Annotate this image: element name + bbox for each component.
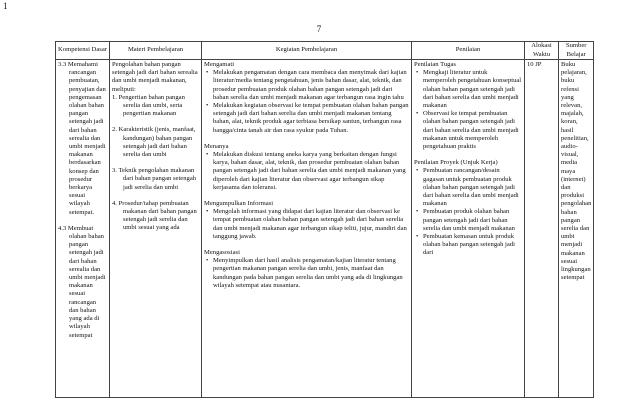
kd-4-3-number: 4.3: [58, 224, 67, 232]
materi-item: 3. Teknik pengolahan makanan dari bahan pangan setengah jadi serelia dan umbi: [112, 167, 197, 191]
page-corner-mark: 1: [3, 1, 8, 11]
kd-4-3-text: Membuat olahan bahan pangan setengah jadi dari bahan serealia dan umbi menjadi makanan sesuai rancangan dan bahan yang ada di wilayah setempat: [67, 224, 106, 339]
cell-alokasi-waktu: [525, 60, 559, 398]
cell-penilaian: [412, 60, 525, 398]
table-row: [56, 60, 594, 398]
header-kompetensi-dasar: Kompetensi Dasar: [56, 42, 110, 60]
kd-3-3-text: Memahami rancangan pembuatan, penyajian dan pengemasan olahan bahan pangan setengah jadi dari bahan serealia dan umbi menjadi makanan berdasarkan konsep dan prosedur berkarya sesuai wilayah setempat.: [67, 61, 106, 216]
list-item: • Melakukan pengamatan dengan cara membaca dan menyimak dari kajian literatur/media tentang pengetahuan, jenis bahan dasar, alat, teknik, dan prosedur pembuatan produk olahan bahan pangan setengah jadi dari bahan serelia dan umbi menjadi makanan agar terbangun rasa ingin tahu: [213, 69, 409, 102]
list-item: • Menyimpulkan dari hasil analisis pengamatan/kajian literatur tentang pengertian makanan pangan serelia dan umbi, jenis, manfaat dan kandungan pada bahan pangan serelia dan umbi yang ada di lingkungan wilayah setempat atau nusantara.: [213, 257, 409, 290]
list-item: • Pembuatan produk olahan bahan pangan setengah jadi dari bahan serelia dan umbi menjadi makanan: [423, 208, 522, 233]
cell-sumber-belajar: [559, 60, 594, 398]
kegiatan-mengasosiasi-list: [204, 257, 409, 290]
header-materi-pembelajaran: Materi Pembelajaran: [110, 42, 202, 60]
sumber-value: Buku pelajaran, buku refensi yang relevan, majalah, koran, hasil penelitian, audio-visual, media maya (internet) dan produksi pengolahan bahan pangan serelia dan umbi menjadi makanan sesuai lingkungan setempat: [561, 61, 592, 282]
materi-item: 1. Pengertian bahan pangan serelia dan umbi, serta pengertian makanan: [112, 93, 185, 118]
kegiatan-mengamati-list: [204, 69, 409, 135]
list-item: • Mengolah informasi yang didapat dari kajian literatur dan observasi ke tempat pembuatan olahan bahan pangan setengah jadi dari bahan serelia dan umbi menjadi makanan agar terbangun sikap teliti, jujur, mandiri dan tanggung jawab.: [213, 208, 409, 241]
kegiatan-menanya-list: [204, 151, 409, 192]
list-item: • Mengkaji literatur untuk memperoleh pengetahuan konseptual olahan bahan pangan setengah jadi dari bahan serelia dan umbi menjadi makanan: [423, 69, 522, 110]
header-kegiatan-pembelajaran: Kegiatan Pembelajaran: [202, 42, 412, 60]
list-item: • Melakukan kegiatan observasi ke tempat pembuatan olahan bahan pangan setengah jadi dari bahan serelia dan umbi menjadi makanan tentang bahan, alat, teknik produk agar terbiasa bersikap santun, terbangun rasa bangga/cinta tanah air dan rasa syukur pada Tuhan.: [213, 102, 409, 135]
materi-item: 4. Prosedur/tahap pembuatan makanan dari bahan pangan setengah jadi serelia dan umbi sesuai yang ada: [112, 199, 197, 232]
kd-3-3: [58, 61, 107, 217]
header-penilaian: Penilaian: [412, 42, 525, 60]
penilaian-proyek-list: [414, 167, 522, 257]
list-item: • Pembuatan rancangan/desain gagasan untuk pembuatan produk olahan bahan pangan setengah jadi dari bahan serelia dan umbi menjadi makanan: [423, 167, 522, 208]
penilaian-tugas-title: Penilaian Tugas: [414, 61, 456, 68]
penilaian-proyek-title: Penilaian Proyek (Unjuk Kerja): [414, 159, 498, 167]
list-item: • Melakukan diskusi tentang aneka karya yang berkaitan dengan fungsi karya, bahan dasar, alat, teknik, dan prosedur pembuatan olahan bahan pangan setengah jadi dari bahan serelia dan umbi menjadi makanan yang diperoleh dari kajian literatur dan observasi agar terbangun sikap kerjasama dan toleransi.: [213, 151, 409, 192]
header-sumber-belajar: Sumber Belajar: [559, 42, 594, 60]
materi-item: 2. Karakteristik (jenis, manfaat, kandungan) bahan pangan setengah jadi dari bahan serelia dan umbi: [112, 126, 196, 159]
alokasi-value: 10 JP: [527, 61, 542, 68]
cell-kegiatan-pembelajaran: [202, 60, 412, 398]
kd-3-3-number: 3.3: [58, 61, 67, 68]
penilaian-tugas-list: [414, 69, 522, 151]
kegiatan-mengamati-title: Mengamati: [204, 61, 235, 68]
kegiatan-mengasosiasi-title: Mengasosiasi: [204, 249, 240, 257]
header-alokasi-waktu: Alokasi Waktu: [525, 42, 559, 60]
syllabus-table: [55, 41, 594, 398]
materi-intro: Pengolahan bahan pangan setengah jadi dari bahan serealia dan umbi menjadi makanan, meliputi:: [112, 61, 198, 93]
kegiatan-mengumpulkan-list: [204, 208, 409, 241]
list-item: • Pembuatan kemasan untuk produk olahan bahan pangan setengah jadi dari: [423, 233, 522, 258]
header-row: [56, 42, 594, 60]
page-number: 7: [316, 24, 322, 34]
kegiatan-menanya-title: Menanya: [204, 142, 229, 150]
list-item: • Observasi ke tempat pembuatan olahan bahan pangan setengah jadi dari bahan serelia dan umbi menjadi makanan untuk memperoleh pengetahuan praktis: [423, 110, 522, 151]
kegiatan-mengumpulkan-title: Mengumpulkan Informasi: [204, 200, 274, 208]
kd-4-3: [58, 225, 107, 340]
cell-materi-pembelajaran: [110, 60, 202, 398]
cell-kompetensi-dasar: [56, 60, 110, 398]
